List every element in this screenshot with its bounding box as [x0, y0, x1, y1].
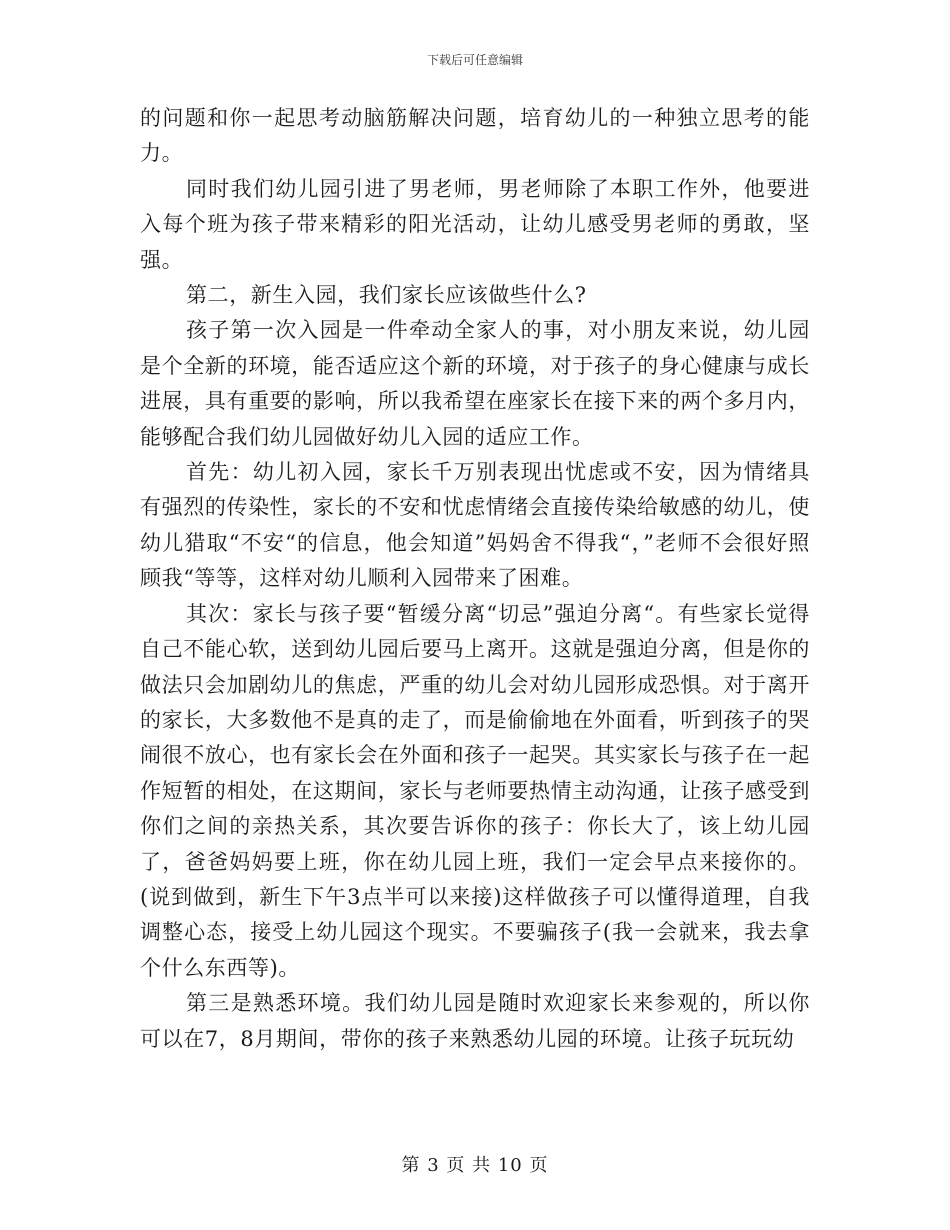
- paragraph-first-point: 首先：幼儿初入园，家长千万别表现出忧虑或不安，因为情绪具有强烈的传染性，家长的不安和忧虑情绪会直接传染给敏感的幼儿，使幼儿猎取“不安“的信息，他会知道”妈妈舍不得我“，”老师不会很好照顾我“等等，这样对幼儿顺利入园带来了困难。: [140, 460, 810, 591]
- body-text: [140, 101, 810, 1057]
- paragraph-section-heading: 第二，新生入园，我们家长应该做些什么?: [186, 283, 587, 308]
- paragraph-continuation: 的问题和你一起思考动脑筋解决问题，培育幼儿的一种独立思考的能力。: [140, 106, 810, 166]
- paragraph-third-point: 第三是熟悉环境。我们幼儿园是随时欢迎家长来参观的，所以你可以在7，8月期间，带你的孩子来熟悉幼儿园的环境。让孩子玩玩幼: [140, 991, 810, 1051]
- paragraph-second-point: 其次：家长与孩子要“暂缓分离“切忌”强迫分离“。有些家长觉得自己不能心软，送到幼儿园后要马上离开。这就是强迫分离，但是你的做法只会加剧幼儿的焦虑，严重的幼儿会对幼儿园形成恐惧。对于离开的家长，大多数他不是真的走了，而是偷偷地在外面看，听到孩子的哭闹很不放心，也有家长会在外面和孩子一起哭。其实家长与孩子在一起作短暂的相处，在这期间，家长与老师要热情主动沟通，让孩子感受到你们之间的亲热关系，其次要告诉你的孩子：你长大了，该上幼儿园了，爸爸妈妈要上班，你在幼儿园上班，我们一定会早点来接你的。(说到做到，新生下午3点半可以来接)这样做孩子可以懂得道理，自我调整心态，接受上幼儿园这个现实。不要骗孩子(我一会就来，我去拿个什么东西等)。: [140, 601, 810, 980]
- paragraph-first-entry: 孩子第一次入园是一件牵动全家人的事，对小朋友来说，幼儿园是个全新的环境，能否适应这个新的环境，对于孩子的身心健康与成长进展，具有重要的影响，所以我希望在座家长在接下来的两个多月内，能够配合我们幼儿园做好幼儿入园的适应工作。: [140, 318, 810, 449]
- paragraph-male-teacher: 同时我们幼儿园引进了男老师，男老师除了本职工作外，他要进入每个班为孩子带来精彩的阳光活动，让幼儿感受男老师的勇敢，坚强。: [140, 176, 810, 272]
- page-footer: 第 3 页 共 10 页: [401, 1155, 549, 1176]
- page-header: 下载后可任意编辑: [426, 53, 523, 67]
